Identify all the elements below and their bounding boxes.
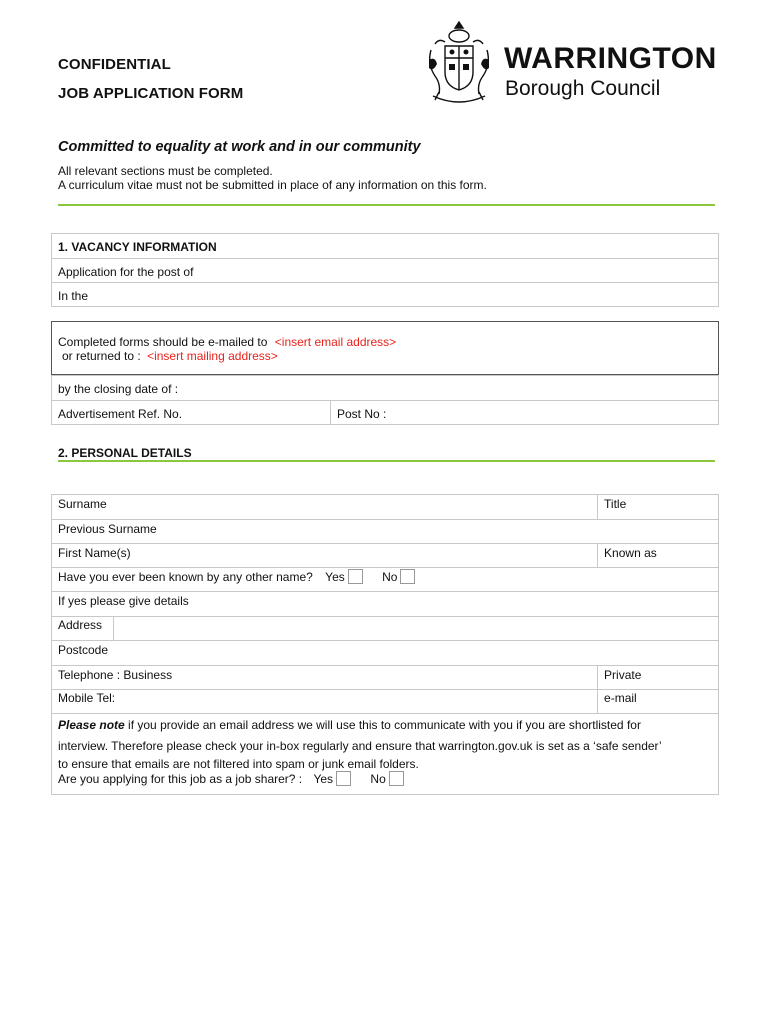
vacancy-table [51, 233, 719, 307]
private-tel-label: Private [604, 668, 642, 682]
known-as-label: Known as [604, 546, 657, 560]
yes-label: Yes [313, 772, 334, 786]
other-name-row [52, 568, 719, 592]
business-tel-field[interactable] [52, 666, 598, 690]
other-name-question: Have you ever been known by any other name? [58, 570, 313, 584]
note-line-1: if you provide an email address we will use this to communicate with you if you are shortlisted for [128, 718, 641, 732]
postcode-label: Postcode [58, 643, 109, 657]
post-no-label: Post No : [337, 407, 387, 421]
divider [58, 460, 715, 462]
other-name-details-field[interactable] [52, 592, 719, 617]
other-name-yes-checkbox[interactable] [348, 569, 363, 584]
email-field[interactable] [598, 690, 719, 714]
job-share-yes-checkbox[interactable] [336, 771, 351, 786]
post-no-field[interactable] [331, 401, 719, 425]
personal-details-table [51, 494, 719, 795]
job-share-question: Are you applying for this job as a job sharer? : [58, 772, 303, 786]
section-2-title: 2. PERSONAL DETAILS [58, 446, 192, 460]
returned-label: or returned to : [62, 349, 141, 363]
mobile-label: Mobile Tel: [58, 691, 116, 705]
mailing-placeholder: <insert mailing address> [147, 349, 278, 363]
post-field[interactable] [52, 259, 719, 283]
title-field[interactable] [598, 495, 719, 520]
confidential-label: CONFIDENTIAL [58, 56, 171, 73]
in-label: In the [58, 289, 89, 303]
first-names-label: First Name(s) [58, 546, 131, 560]
job-share-row [58, 771, 712, 786]
note-bold: Please note [58, 718, 125, 732]
previous-surname-field[interactable] [52, 520, 719, 544]
tagline: Committed to equality at work and in our community [58, 139, 421, 155]
ad-ref-label: Advertisement Ref. No. [58, 407, 183, 421]
give-details-label: If yes please give details [58, 594, 189, 608]
surname-field[interactable] [52, 495, 598, 520]
first-names-field[interactable] [52, 544, 598, 568]
section-1-title: 1. VACANCY INFORMATION [52, 234, 719, 259]
intro-line-2: A curriculum vitae must not be submitted in place of any information on this form. [58, 178, 487, 192]
other-name-no-checkbox[interactable] [400, 569, 415, 584]
address-label-cell [52, 617, 114, 641]
post-label: Application for the post of [58, 265, 194, 279]
known-as-field[interactable] [598, 544, 719, 568]
logo-subtitle: Borough Council [505, 77, 661, 100]
closing-table [51, 375, 719, 425]
surname-label: Surname [58, 497, 107, 511]
title-label: Title [604, 497, 627, 511]
job-share-no-checkbox[interactable] [389, 771, 404, 786]
private-tel-field[interactable] [598, 666, 719, 690]
intro-line-1: All relevant sections must be completed. [58, 164, 273, 178]
previous-surname-label: Previous Surname [58, 522, 157, 536]
submission-box [51, 321, 719, 375]
department-field[interactable] [52, 283, 719, 307]
coat-of-arms-icon [425, 20, 493, 108]
closing-date-field[interactable] [52, 376, 719, 401]
yes-label: Yes [325, 570, 345, 584]
email-note [52, 714, 719, 795]
no-label: No [382, 570, 398, 584]
email-label: e-mail [604, 691, 637, 705]
no-label: No [370, 772, 386, 786]
address-input[interactable] [114, 617, 719, 641]
emailed-label: Completed forms should be e-mailed to [58, 335, 268, 349]
logo-name: WARRINGTON [504, 42, 717, 75]
form-title: JOB APPLICATION FORM [58, 85, 244, 102]
address-label: Address [58, 618, 103, 632]
divider [58, 204, 715, 206]
closing-label: by the closing date of : [58, 382, 179, 396]
postcode-field[interactable] [52, 641, 719, 666]
email-placeholder: <insert email address> [274, 335, 397, 349]
business-tel-label: Telephone : Business [58, 668, 173, 682]
ad-ref-field[interactable] [52, 401, 331, 425]
mobile-field[interactable] [52, 690, 598, 714]
note-line-2: interview. Therefore please check your in-box regularly and ensure that warrington.gov.uk is set as a ‘safe sender’ [58, 739, 662, 753]
note-line-3: to ensure that emails are not filtered into spam or junk email folders. [58, 757, 419, 771]
